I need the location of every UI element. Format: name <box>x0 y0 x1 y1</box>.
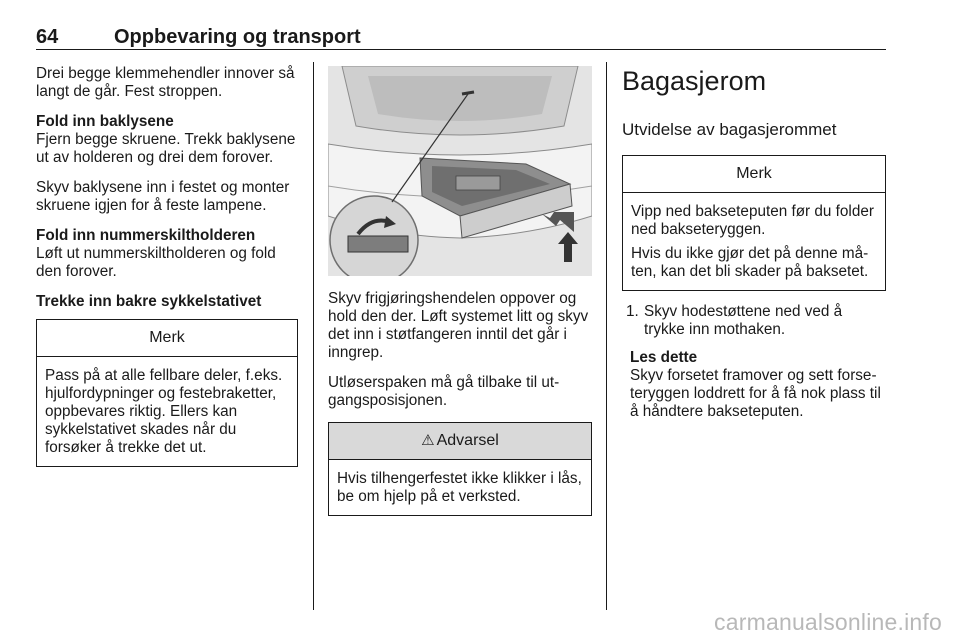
column-divider-1 <box>313 62 314 610</box>
warning-box <box>328 422 592 516</box>
paragraph-front-seat: Skyv forsetet framover og sett forseteryggen loddrett for å få nok plass til å håndtere bakseteputen. <box>630 367 881 420</box>
paragraph-remove-screws: Fjern begge skruene. Trekk baklysene ut av holderen og drei dem forover. <box>36 131 296 166</box>
bike-rack-drawing <box>328 66 592 276</box>
list-item <box>622 303 886 339</box>
heading-fold-backlights: Fold inn baklysene <box>36 113 174 130</box>
bike-rack-illustration <box>328 66 592 276</box>
note-title: Merk <box>623 156 885 193</box>
heading-retract-bike-rack: Trekke inn bakre sykkelstativet <box>36 293 262 310</box>
paragraph-mount-screws: Skyv baklysene inn i festet og monter skruene igjen for å feste lampene. <box>36 179 290 214</box>
note-box-bike-rack <box>36 319 298 467</box>
paragraph-lever-return: Utløserspaken må gå tilbake til utgangsposisjonen. <box>328 374 560 409</box>
warning-title: Advarsel <box>436 432 499 449</box>
column-3 <box>622 65 886 421</box>
note-title: Merk <box>37 320 297 357</box>
column-1 <box>36 65 298 467</box>
warning-triangle-icon: ⚠ <box>421 432 435 449</box>
watermark: carmanualsonline.info <box>714 609 942 635</box>
section-subtitle: Utvidelse av bagasjerommet <box>622 120 837 139</box>
paragraph-lift-plate-holder: Løft ut nummerskiltholderen og fold den forover. <box>36 245 276 280</box>
step-number: 1. <box>626 303 639 320</box>
page-number: 64 <box>36 26 59 48</box>
note-body <box>623 193 885 290</box>
chapter-title: Oppbevaring og transport <box>114 26 361 48</box>
column-divider-2 <box>606 62 607 610</box>
heading-fold-plate-holder: Fold inn nummerskiltholderen <box>36 227 256 244</box>
column-2 <box>328 290 592 516</box>
note-text-2: Hvis du ikke gjør det på denne måten, kan det bli skader på baksetet. <box>631 245 869 280</box>
paragraph-straps: Drei begge klemmehendler innover så langt de går. Fest stroppen. <box>36 65 295 100</box>
paragraph-release-lever: Skyv frigjøringshendelen oppover og hold den der. Løft systemet litt og skyv det inn i støtfangeren inntil det går i inngrep. <box>328 290 589 361</box>
note-box-seat <box>622 155 886 291</box>
warning-text: Hvis tilhengerfestet ikke klikker i lås, be om hjelp på et verksted. <box>337 470 582 505</box>
section-title: Bagasjerom <box>622 66 767 96</box>
heading-read-this: Les dette <box>630 349 698 366</box>
note-text: Pass på at alle fellbare deler, f.eks. hjulfordypninger og festebraketter, oppbevares riktig. Ellers kan sykkelstativet skades når du forsøker å trekke det ut. <box>45 367 283 456</box>
header-rule <box>36 49 886 50</box>
step-text: Skyv hodestøttene ned ved å trykke inn mothaken. <box>644 303 843 338</box>
warning-header <box>329 423 591 460</box>
note-text-1: Vipp ned bakseteputen før du folder ned bakseteryggen. <box>631 203 874 238</box>
